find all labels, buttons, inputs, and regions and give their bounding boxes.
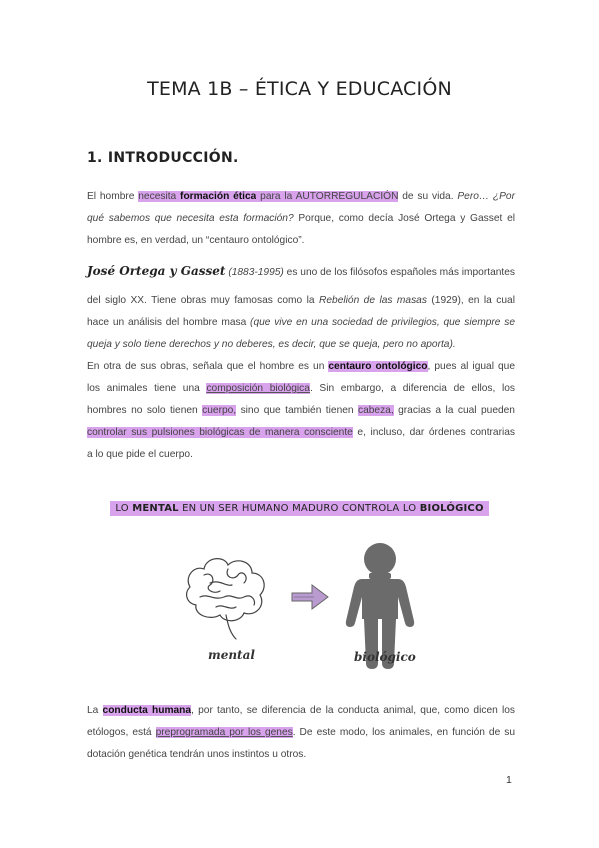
text-line: a lo que pide el cuerpo.	[87, 449, 193, 460]
text-line	[87, 722, 515, 744]
text-span: hace un análisis del hombre masa	[87, 317, 251, 328]
highlight-banner	[0, 498, 599, 516]
italic-text: Rebelión de las masas	[319, 295, 427, 306]
text-span: e, incluso, dar órdenes contrarias	[352, 427, 515, 438]
text-span: sino que también tienen	[236, 405, 358, 416]
text-line	[87, 186, 515, 208]
paragraph-conducta	[87, 700, 515, 766]
text-line: queja y solo tiene derechos y no deberes, es decir, que se queja, pero no aporta).	[87, 339, 456, 350]
paragraph-centauro	[87, 356, 515, 466]
text-span: gracias a la cual pueden	[393, 405, 515, 416]
highlighted-text: controlar sus pulsiones biológicas de manera consciente	[87, 427, 353, 438]
brain-icon	[187, 559, 265, 639]
highlighted-text: preprogramada por los genes	[155, 727, 293, 738]
text-line	[87, 208, 515, 230]
page-number: 1	[506, 774, 512, 786]
highlighted-bold-text: formación ética	[180, 191, 257, 202]
caption-biologico: biológico	[354, 650, 416, 664]
paragraph-intro	[87, 186, 515, 252]
text-span: es uno de los filósofos españoles más importantes	[283, 267, 515, 278]
highlighted-text: necesita	[138, 191, 181, 202]
text-span: los animales tiene una	[87, 383, 207, 394]
paragraph-ortega	[87, 260, 515, 356]
section-heading: 1. INTRODUCCIÓN.	[87, 150, 239, 166]
highlighted-bold-text: centauro ontológico	[328, 361, 428, 372]
text-span: La	[87, 705, 103, 716]
text-span: LO	[115, 503, 133, 514]
text-line	[87, 700, 515, 722]
italic-text: Pero… ¿Por	[457, 191, 515, 202]
highlighted-text: cabeza,	[358, 405, 394, 416]
text-span: (1929), en la cual	[426, 295, 515, 306]
bold-text: BIOLÓGICO	[419, 503, 484, 514]
italic-text: qué sabemos que necesita esta formación?	[87, 213, 294, 224]
text-span: EN UN SER HUMANO MADURO CONTROLA LO	[178, 503, 420, 514]
highlighted-text: para la	[256, 191, 296, 202]
author-name: José Ortega y Gasset	[87, 264, 226, 278]
text-span: En otra de sus obras, señala que el hombre es un	[87, 361, 329, 372]
text-line: hombre es, en verdad, un “centauro ontológico”.	[87, 235, 305, 246]
text-span: de su vida.	[398, 191, 458, 202]
text-span: , pues al igual que	[427, 361, 515, 372]
text-span: etólogos, está	[87, 727, 156, 738]
text-line	[87, 260, 515, 284]
bold-text: MENTAL	[132, 503, 179, 514]
text-span: . De este modo, los animales, en función de su	[292, 727, 515, 738]
text-line	[87, 378, 515, 400]
text-line: dotación genética tendrán unos instintos u otros.	[87, 749, 307, 760]
text-span: , por tanto, se diferencia de la conducta animal, que, como dicen los	[191, 705, 515, 716]
text-line	[87, 422, 515, 444]
text-line	[87, 356, 515, 378]
text-line	[87, 312, 515, 334]
highlighted-bold-text: conducta humana	[102, 705, 192, 716]
italic-text: (que vive en una sociedad de privilegios, que siempre se	[250, 317, 515, 328]
text-line	[87, 290, 515, 312]
caption-mental: mental	[208, 648, 255, 662]
italic-text: (1883-1995)	[225, 267, 284, 278]
text-line	[87, 400, 515, 422]
text-span: Porque, como decía José Ortega y Gasset el	[293, 213, 515, 224]
arrow-right-icon	[292, 585, 328, 609]
text-span: del siglo XX. Tiene obras muy famosas como la	[87, 295, 320, 306]
text-span: hombres no solo tienen	[87, 405, 203, 416]
banner-box	[110, 501, 488, 516]
highlighted-text: AUTORREGULACIÓN	[295, 191, 399, 202]
text-span: . Sin embargo, a diferencia de ellos, los	[309, 383, 515, 394]
document-title: TEMA 1B – ÉTICA Y EDUCACIÓN	[147, 78, 452, 100]
highlighted-text: composición biológica	[206, 383, 310, 394]
highlighted-text: cuerpo,	[202, 405, 237, 416]
text-span: El hombre	[87, 191, 139, 202]
